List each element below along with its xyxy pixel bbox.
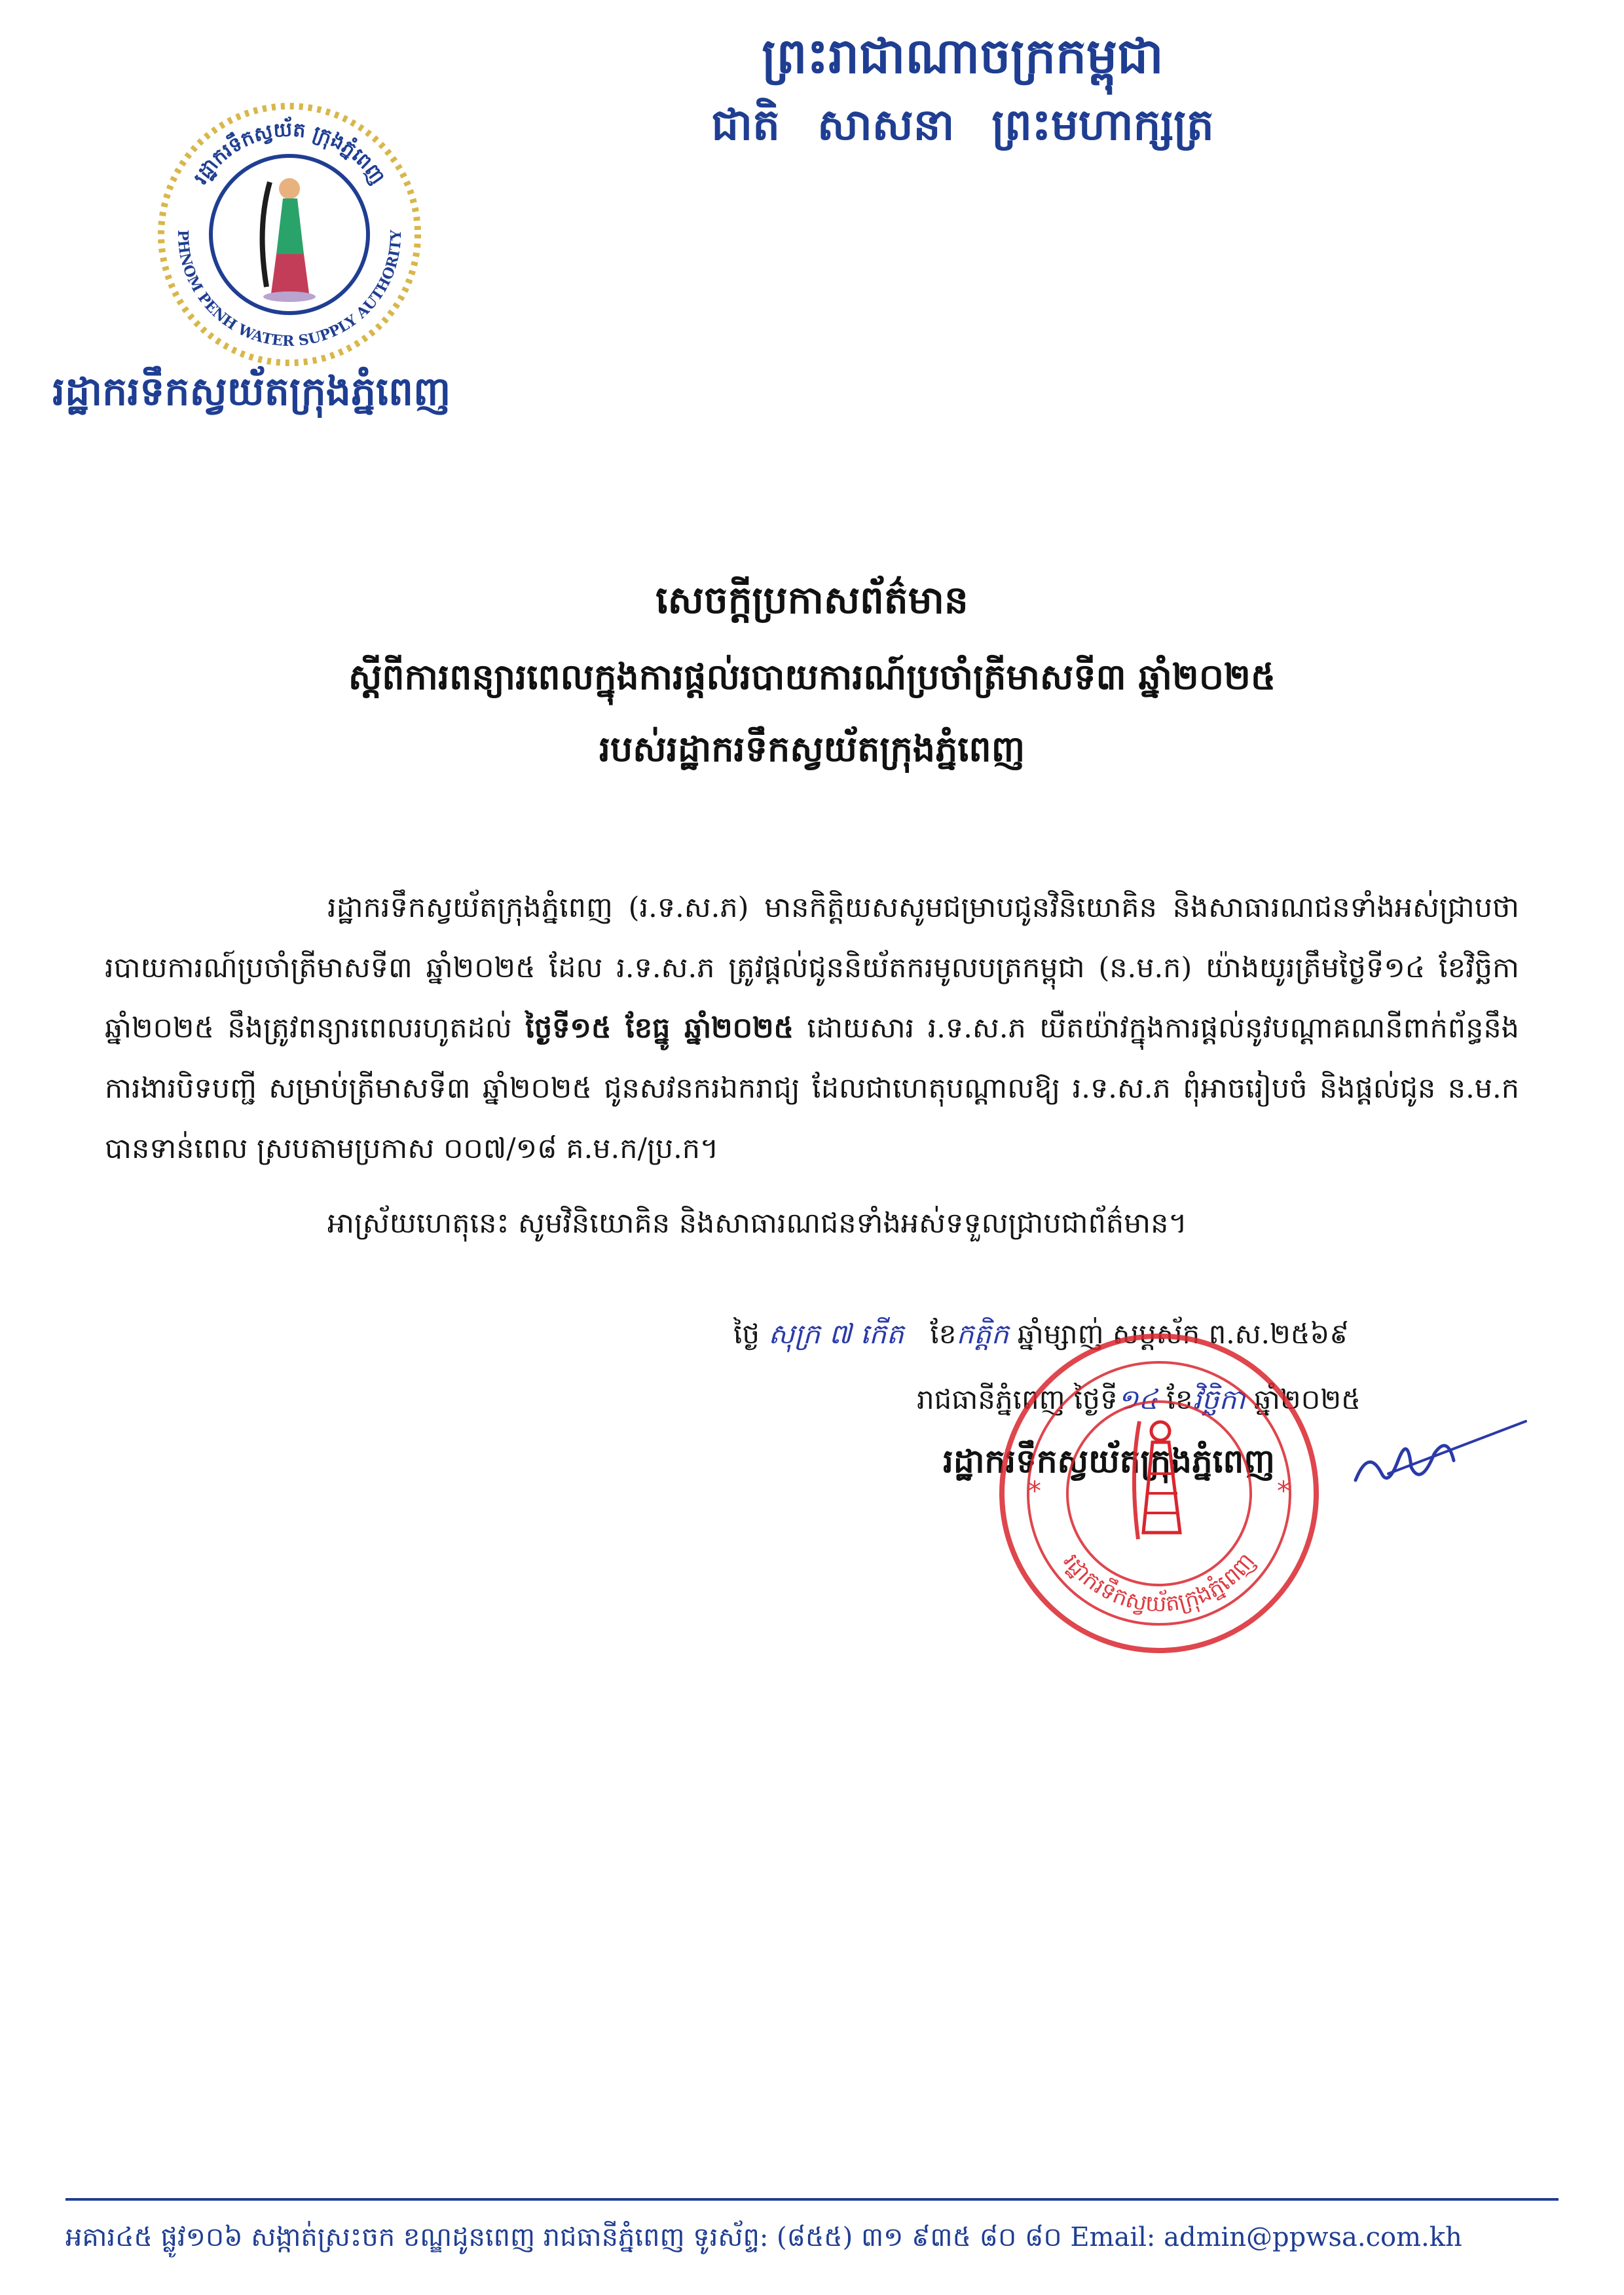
paragraph-part-1: រដ្ឋាករទឹកស្វយ័តក្រុងភ្នំពេញ (រ.ទ.ស.ភ) មានកិត្តិយសសូមជម្រាបជូនវិនិយោគិន និងសាធារណជនទាំងអស់ជ្រាបថារបាយការណ៍ប្រចាំត្រីមាសទី៣ ឆ្នាំ២០២៥ ដែល រ.ទ.ស.ភ ត្រូវផ្តល់ជូននិយ័តករមូលបត្រកម្ពុជា (ន.ម.ក) យ៉ាងយូរត្រឹមថ្ងៃទី១៤ ខែវិច្ឆិកា ឆ្នាំ២០២៥ នឹងត្រូវពន្យារពេលរហូតដល់ <box>105 891 1519 1045</box>
handwritten-signature <box>1349 1408 1532 1506</box>
svg-text:*: * <box>1028 1476 1041 1506</box>
solar-month-handwritten: វិច្ឆិកា <box>1192 1383 1246 1415</box>
lunar-month-handwritten: កត្តិក <box>956 1318 1009 1350</box>
ppwsa-logo <box>152 97 427 372</box>
logo-text-bottom: PHNOM PENH WATER SUPPLY AUTHORITY <box>174 229 405 350</box>
document-title: សេចក្ដីប្រកាសព័ត៌មាន <box>655 578 969 622</box>
lunar-day-handwritten: សុក្រ ៧ កើត <box>768 1318 904 1350</box>
footer-address: អគារ៤៥ ផ្លូវ១០៦ សង្កាត់ស្រះចក ខណ្ឌដូនពេញ រាជធានីភ្នំពេញ ទូរស័ព្ទ: (៨៥៥) ៣១ ៩៣៥ ៨០ ៨០ <box>65 2222 1062 2252</box>
organization-name: រដ្ឋាករទឹកស្វយ័តក្រុងភ្នំពេញ <box>52 369 451 415</box>
lunar-year: ឆ្នាំម្សាញ់ សប្តស័ក ព.ស.២៥៦៩ <box>1017 1318 1349 1350</box>
kingdom-motto: ជាតិ សាសនា ព្រះមហាក្សត្រ <box>711 99 1214 150</box>
solar-month-label: ខែ <box>1166 1383 1193 1415</box>
paragraph-part-2: ដោយសារ រ.ទ.ស.ភ យឺតយ៉ាវក្នុងការផ្តល់នូវបណ្តាគណនីពាក់ព័ន្ធនឹង ការងារបិទបញ្ជី សម្រាប់ត្រីមាសទី៣ ឆ្នាំ២០២៥ ជូនសវនករឯករាជ្យ ដែលជាហេតុបណ្តាលឱ្យ រ.ទ.ស.ភ ពុំអាចរៀបចំ និងផ្តល់ជូន ន.ម.ក បានទាន់ពេល ស្របតាមប្រកាស ០០៧/១៨ គ.ម.ក/ប្រ.ក។ <box>105 1012 1519 1165</box>
signer-organization: រដ្ឋាករទឹកស្វយ័តក្រុងភ្នំពេញ <box>943 1442 1275 1480</box>
new-deadline: ថ្ងៃទី១៥ ខែធ្នូ ឆ្នាំ២០២៥ <box>525 1012 794 1045</box>
stamp-text: រដ្ឋាករទឹកស្វយ័តក្រុងភ្នំពេញ <box>1058 1548 1261 1618</box>
kingdom-title: ព្រះរាជាណាចក្រកម្ពុជា <box>762 28 1164 84</box>
lunar-day-label: ថ្ងៃ <box>733 1318 760 1350</box>
solar-day-handwritten: ១៤ <box>1117 1383 1158 1415</box>
logo-text-top: រដ្ឋាករទឹកស្វយ័ត ក្រុងភ្នំពេញ <box>189 118 390 189</box>
footer-divider <box>65 2198 1559 2201</box>
svg-text:រដ្ឋាករទឹកស្វយ័តក្រុងភ្នំពេញ <box>1058 1548 1260 1617</box>
solar-day-label: រាជធានីភ្នំពេញ ថ្ងៃទី <box>917 1383 1118 1415</box>
lunar-month-label: ខែ <box>930 1318 957 1350</box>
footer-email: Email: admin@ppwsa.com.kh <box>1070 2222 1462 2252</box>
document-subject: ស្ដីពីការពន្យារពេលក្នុងការផ្តល់របាយការណ៍ប្រចាំត្រីមាសទី៣ ឆ្នាំ២០២៥ <box>348 656 1276 698</box>
solar-year: ឆ្នាំ២០២៥ <box>1253 1383 1361 1415</box>
official-stamp <box>989 1323 1329 1664</box>
footer-contact <box>65 2220 1559 2259</box>
closing-sentence: អាស្រ័យហេតុនេះ សូមវិនិយោគិន និងសាធារណជនទាំងអស់ទទួលជ្រាបជាព័ត៌មាន។ <box>327 1207 1187 1240</box>
svg-text:*: * <box>1277 1476 1290 1506</box>
announcement-paragraph <box>105 878 1519 1179</box>
document-issuer-line: របស់រដ្ឋាករទឹកស្វយ័តក្រុងភ្នំពេញ <box>599 728 1025 770</box>
